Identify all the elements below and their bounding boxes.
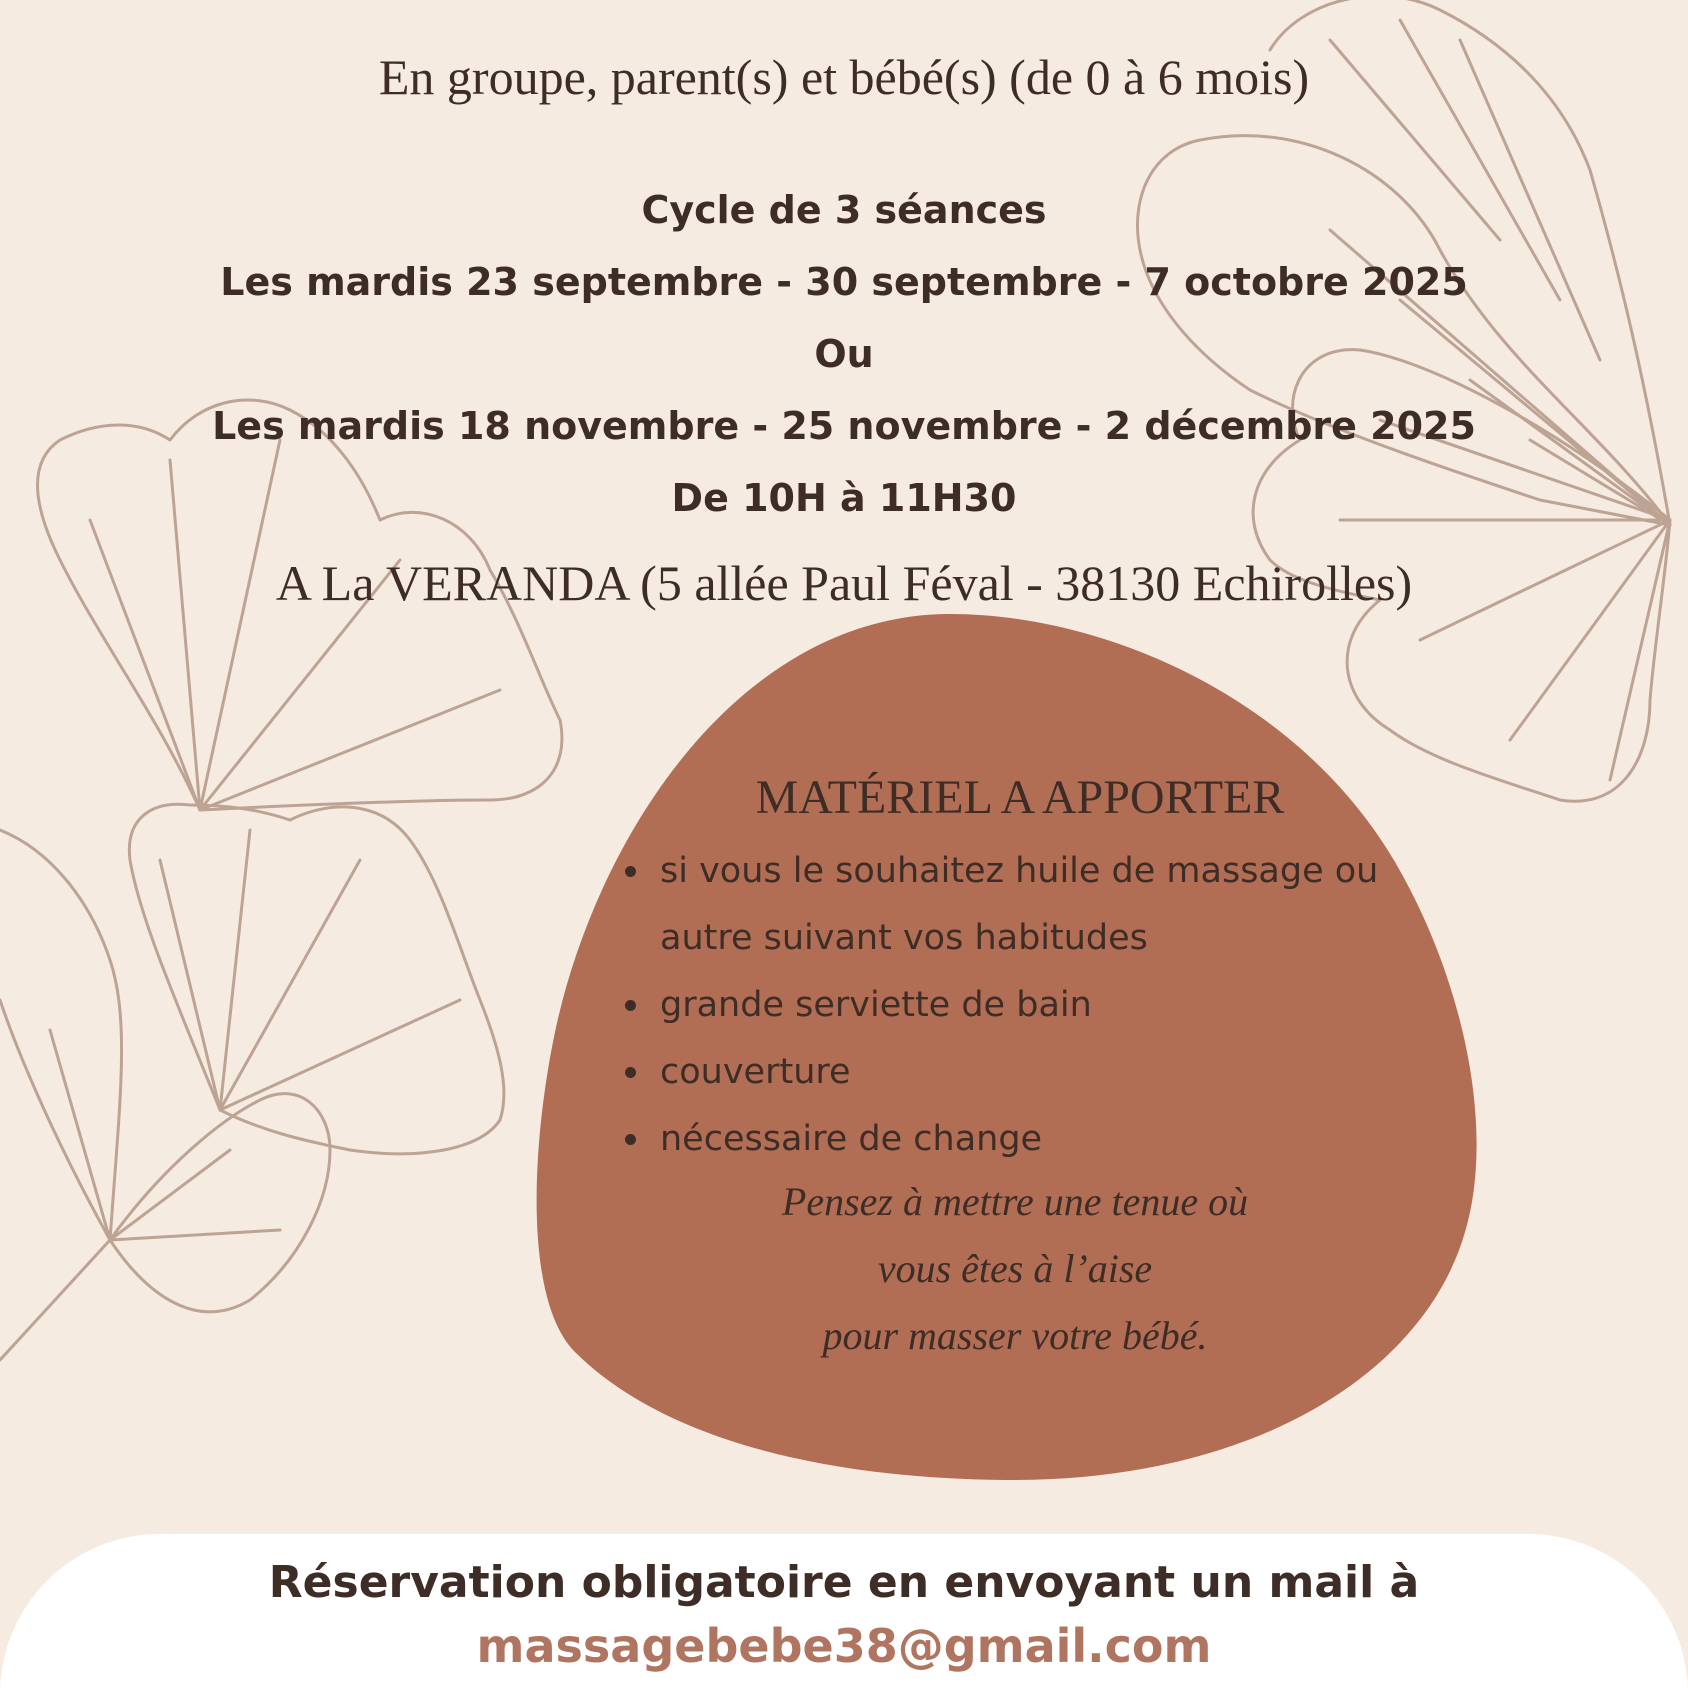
bullet-icon (625, 866, 636, 877)
materials-item-text: couverture (660, 1052, 851, 1092)
list-item (620, 1039, 1430, 1106)
session-dates-autumn: Les mardis 23 septembre - 30 septembre - 7 octobre 2025 (220, 260, 1468, 304)
ginkgo-leaf-left-mid (129, 804, 504, 1154)
audience-subtitle: En groupe, parent(s) et bébé(s) (de 0 à 6 mois) (378, 49, 1310, 105)
list-item (620, 1106, 1430, 1173)
materials-item-text: grande serviette de bain (660, 985, 1092, 1025)
bullet-icon (625, 1000, 636, 1011)
or-separator: Ou (814, 332, 874, 376)
ginkgo-leaf-left-low (0, 830, 330, 1360)
materials-title: MATÉRIEL A APPORTER (755, 771, 1285, 824)
cycle-heading: Cycle de 3 séances (641, 188, 1047, 232)
clothing-note-line: vous êtes à l’aise (877, 1246, 1153, 1291)
clothing-note-line: Pensez à mettre une tenue où (781, 1179, 1249, 1224)
session-hours: De 10H à 11H30 (671, 476, 1017, 520)
session-dates-winter: Les mardis 18 novembre - 25 novembre - 2 décembre 2025 (212, 404, 1476, 448)
venue-address: A La VERANDA (5 allée Paul Féval - 38130 Echirolles) (275, 555, 1413, 611)
reservation-notice: Réservation obligatoire en envoyant un mail à (268, 1557, 1420, 1608)
materials-list (620, 838, 1430, 1173)
materials-item-text: nécessaire de change (660, 1119, 1043, 1159)
clothing-note-line: pour masser votre bébé. (822, 1313, 1208, 1358)
list-item (620, 838, 1430, 972)
materials-item-text: si vous le souhaitez huile de massage ou autre suivant vos habitudes (660, 851, 1379, 958)
bullet-icon (625, 1067, 636, 1078)
bullet-icon (625, 1134, 636, 1145)
contact-email-link[interactable]: massagebebe38@gmail.com (476, 1619, 1212, 1673)
list-item (620, 972, 1430, 1039)
